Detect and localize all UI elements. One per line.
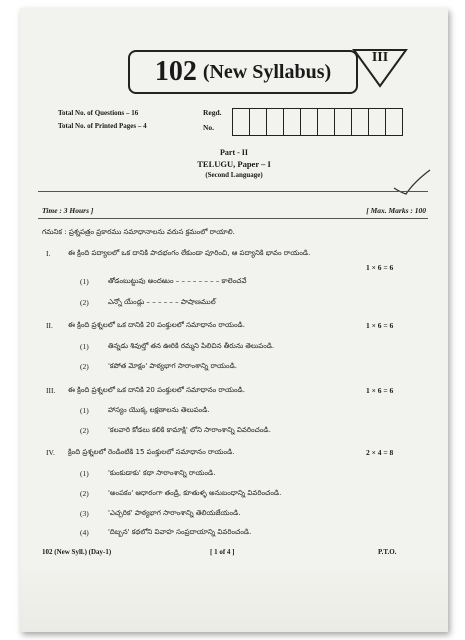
exam-sheet xyxy=(20,8,448,632)
part-label: Part - II xyxy=(220,148,248,157)
item-number: (4) xyxy=(80,528,89,537)
tick-mark-icon xyxy=(392,168,432,198)
instruction-note: గమనిక : ప్రశ్నపత్రం ప్రకారము సమాధానాలను వరుస క్రమంలో రాయాలి. xyxy=(42,228,235,236)
no-label: No. xyxy=(203,123,215,132)
divider xyxy=(38,191,428,192)
section-number: III. xyxy=(46,386,56,395)
item-text: 'కపోత మోక్షం' పాఠ్యభాగ సారాంశాన్ని రాయండి. xyxy=(108,362,238,370)
item-number: (1) xyxy=(80,406,89,415)
page-bottom-margin xyxy=(20,563,448,632)
item-number: (1) xyxy=(80,469,89,478)
item-text: 'ఎచ్చరిక' పాఠ్యభాగ సారాంశాన్ని తెలియజేయండి. xyxy=(108,509,241,517)
section-number: I. xyxy=(46,249,51,258)
item-text: 'దిబ్బన' కథలోని వివాహ సంప్రదాయాన్ని వివరించండి. xyxy=(108,528,252,536)
paper-code: 102 xyxy=(154,56,197,87)
item-number: (1) xyxy=(80,277,89,286)
divider xyxy=(38,218,428,219)
item-number: (1) xyxy=(80,342,89,351)
max-marks-label: [ Max. Marks : 100 xyxy=(366,206,426,215)
section-number: IV. xyxy=(46,448,55,457)
item-text: 'అంపకం' ఆధారంగా తండ్రి, కూతుళ్ళ అనుబంధాన్ని వివరించండి. xyxy=(108,489,282,497)
section-question: క్రింది ప్రశ్నలలో రెండింటికి 15 పంక్తులలో సమాధానం రాయండి. xyxy=(68,448,235,456)
section-question: ఈ క్రింది పద్యాలలో ఒక దానికి పాదభంగం లేకుండా పూరించి, ఆ పద్యానికి భావం రాయండి. xyxy=(68,249,311,257)
total-questions: Total No. of Questions – 16 xyxy=(58,109,139,117)
item-number: (3) xyxy=(80,509,89,518)
section-marks: 1 × 6 = 6 xyxy=(366,386,394,395)
regd-digit-box xyxy=(368,108,386,136)
syllabus-label: (New Syllabus) xyxy=(202,60,332,83)
regd-number-boxes xyxy=(232,108,402,136)
regd-digit-box xyxy=(266,108,284,136)
language-label: (Second Language) xyxy=(205,171,263,179)
item-text: ఎన్నో యేండ్లు – – – – – – పాషాణముల్ xyxy=(108,298,216,306)
regd-digit-box xyxy=(334,108,352,136)
item-text: హాస్యం యొక్క లక్షణాలను తెలుపండి. xyxy=(108,406,210,414)
regd-digit-box xyxy=(351,108,369,136)
pto-label: P.T.O. xyxy=(378,548,397,556)
section-marks: 1 × 6 = 6 xyxy=(366,263,394,272)
regd-digit-box xyxy=(232,108,250,136)
subject-label: TELUGU, Paper – I xyxy=(197,159,271,169)
item-text: తోడంబుట్టువు అందఱుం – – – – – – – – కాలెంచవే xyxy=(108,277,247,285)
paper-code-box xyxy=(128,50,358,94)
set-label: III xyxy=(371,50,389,65)
regd-digit-box xyxy=(317,108,335,136)
item-number: (2) xyxy=(80,489,89,498)
footer-code: 102 (New Syll.) (Day-1) xyxy=(42,548,112,556)
section-marks: 2 × 4 = 8 xyxy=(366,448,394,457)
time-label: Time : 3 Hours ] xyxy=(42,206,94,215)
regd-digit-box xyxy=(300,108,318,136)
section-question: ఈ క్రింది ప్రశ్నలలో ఒక దానికి 20 పంక్తులలో సమాధానం రాయండి. xyxy=(68,321,245,329)
regd-digit-box xyxy=(283,108,301,136)
regd-label: Regd. xyxy=(203,108,222,117)
section-number: II. xyxy=(46,321,53,330)
item-text: తిన్నడు శివుల్తో తన ఊరికి రమ్మని పిలిచిన తీరును తెలుపండి. xyxy=(108,342,275,350)
item-number: (2) xyxy=(80,362,89,371)
item-text: 'కలవారి కోడలు కలికి కామాక్షి' లోని సారాంశాన్ని వివరించండి. xyxy=(108,426,271,434)
total-pages: Total No. of Printed Pages – 4 xyxy=(58,122,147,130)
section-marks: 1 × 6 = 6 xyxy=(366,321,394,330)
item-text: 'కుంకుడాకు' కథా సారాంశాన్ని రాయండి. xyxy=(108,469,216,477)
item-number: (2) xyxy=(80,298,89,307)
regd-digit-box xyxy=(249,108,267,136)
page-indicator: [ 1 of 4 ] xyxy=(210,548,235,556)
section-question: ఈ క్రింది ప్రశ్నలలో ఒక దానికి 20 పంక్తులలో సమాధానం రాయండి. xyxy=(68,386,245,394)
regd-digit-box xyxy=(385,108,403,136)
item-number: (2) xyxy=(80,426,89,435)
